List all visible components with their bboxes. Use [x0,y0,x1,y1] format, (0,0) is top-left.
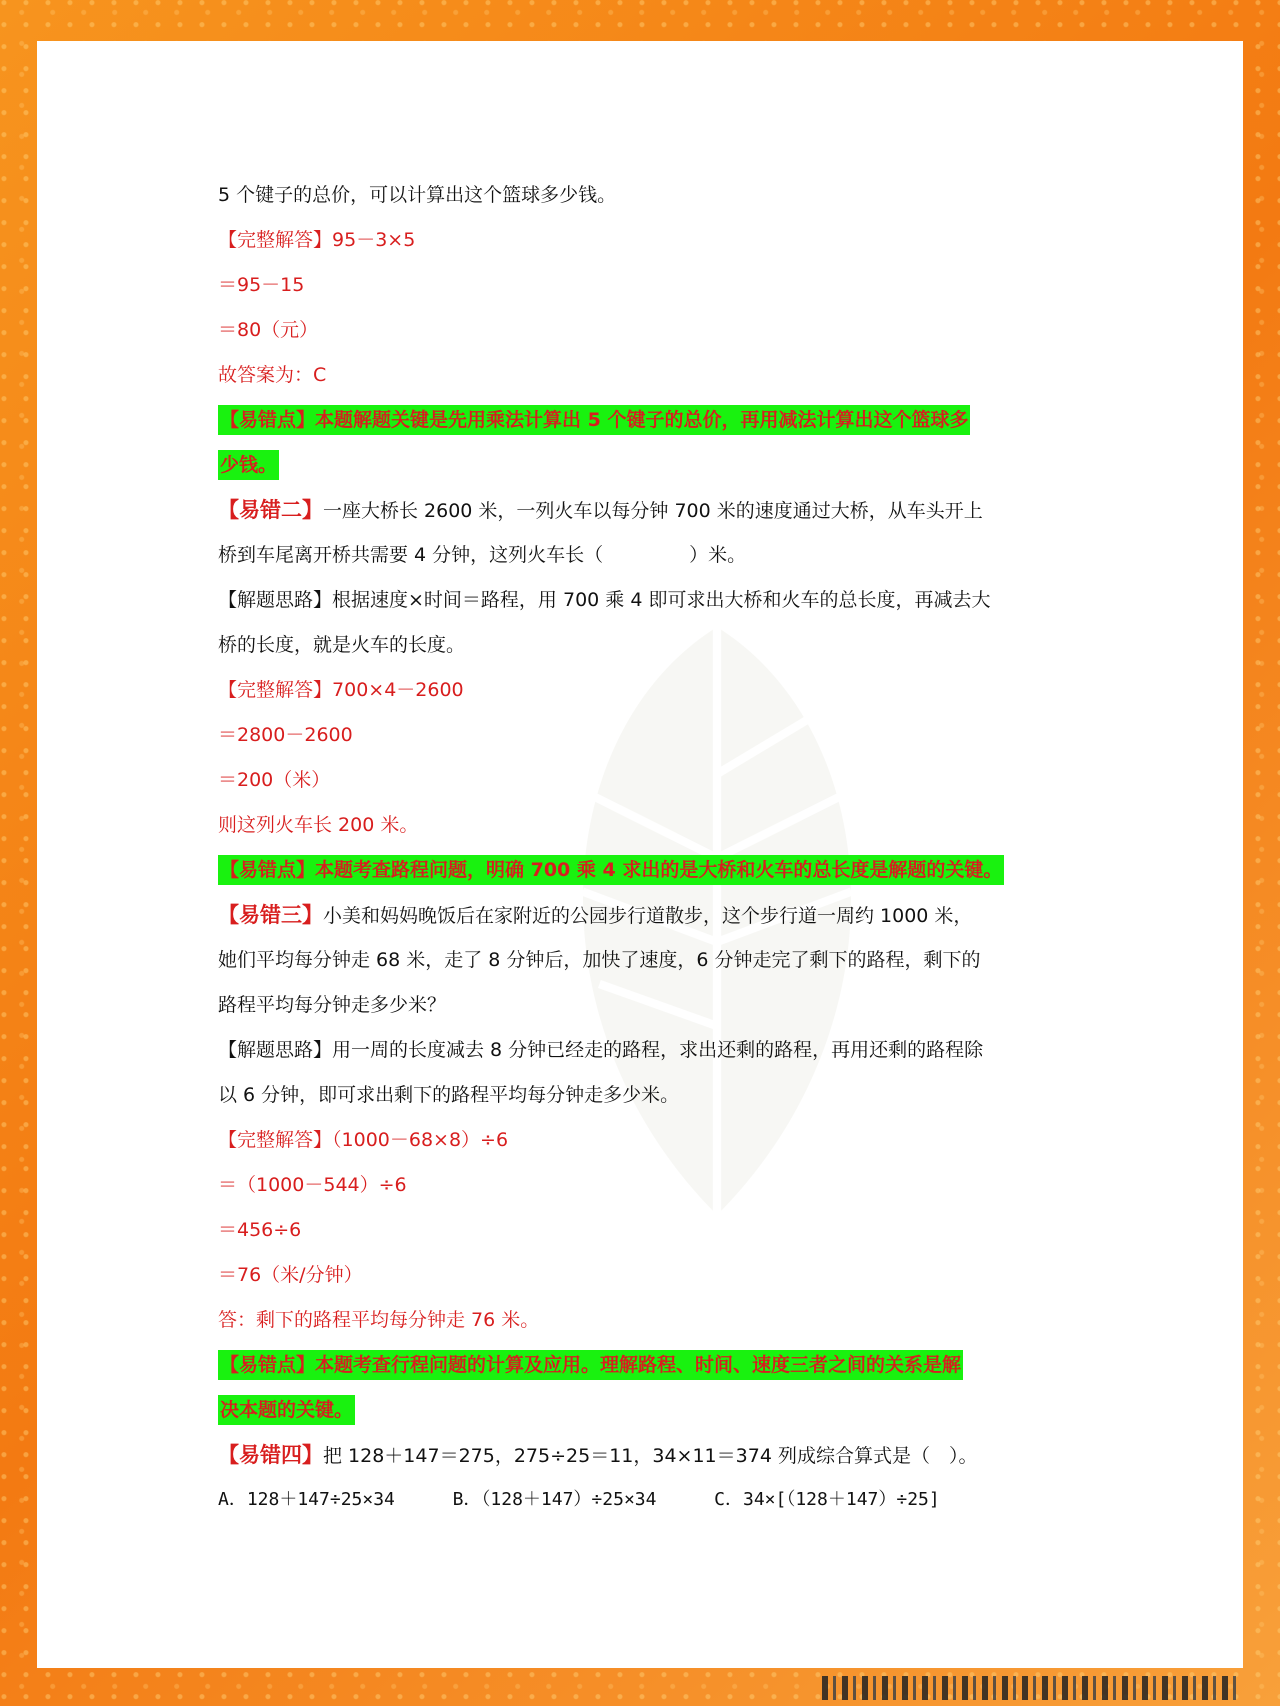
full-answer-label: 【完整解答】 [218,229,333,251]
error-point-text: 决本题的关键。 [218,1395,355,1425]
highlight-note [218,1350,963,1380]
question-text: 路程平均每分钟走多少米？ [218,994,447,1016]
full-answer-label: 【完整解答】 [218,1129,333,1151]
expression: （1000－68×8）÷6 [332,1129,509,1151]
calc-step: ＝456÷6 [218,1219,302,1241]
highlight-note [218,855,1004,885]
calc-step: ＝200（米） [218,769,331,791]
calc-step: ＝76（米/分钟） [218,1264,363,1286]
option-b: B．（128＋147）÷25×34 [452,1489,657,1510]
error-point-text: 【易错点】本题考查路程问题，明确 700 乘 4 求出的是大桥和火车的总长度是解题的关键。 [218,855,1004,885]
error-title: 【易错三】 [218,903,323,927]
question-text: 小美和妈妈晚饭后在家附近的公园步行道散步，这个步行道一周约 1000 米， [323,905,973,927]
question-text: 桥到车尾离开桥共需要 4 分钟，这列火车长（ [218,544,604,566]
highlight-note [218,405,970,435]
calc-step: ＝2800－2600 [218,724,353,746]
highlight-note-cont [218,450,279,480]
answer-text: 故答案为：C [218,364,327,386]
error-point-text: 少钱。 [218,450,279,480]
answer-text: 则这列火车长 200 米。 [218,814,419,836]
answer-line [218,225,415,255]
question-text: 她们平均每分钟走 68 米，走了 8 分钟后，加快了速度，6 分钟走完了剩下的路程，剩下的 [218,949,981,971]
error-title: 【易错二】 [218,498,323,522]
question-line [218,540,746,570]
full-answer-label: 【完整解答】 [218,679,333,701]
question-text: 一座大桥长 2600 米，一列火车以每分钟 700 米的速度通过大桥，从车头开上 [323,500,983,522]
question-line [218,900,972,931]
hint-text: 用一周的长度减去 8 分钟已经走的路程，求出还剩的路程，再用还剩的路程除 [332,1039,984,1061]
hint-line [218,585,990,615]
options-row [218,1485,940,1515]
hint-line [218,1035,983,1065]
answer-line [218,675,464,705]
option-a: A．128＋147÷25×34 [218,1489,395,1510]
calc-step: ＝95－15 [218,274,305,296]
hint-label: 【解题思路】 [218,1039,333,1061]
error-point-text: 【易错点】本题考查行程问题的计算及应用。理解路程、时间、速度三者之间的关系是解 [218,1350,963,1380]
text-line: 5 个键子的总价，可以计算出这个篮球多少钱。 [218,184,617,206]
watermark-bar [822,1676,1242,1700]
answer-text: 答：剩下的路程平均每分钟走 76 米。 [218,1309,540,1331]
expression: 700×4－2600 [332,679,464,701]
error-title: 【易错四】 [218,1443,323,1467]
answer-line [218,1125,508,1155]
hint-text: 根据速度×时间＝路程，用 700 乘 4 即可求出大桥和火车的总长度，再减去大 [332,589,991,611]
hint-text: 以 6 分钟，即可求出剩下的路程平均每分钟走多少米。 [218,1084,680,1106]
option-c: C．34×[（128＋147）÷25] [714,1489,940,1510]
question-line [218,495,983,526]
error-point-text: 【易错点】本题解题关键是先用乘法计算出 5 个键子的总价，再用减法计算出这个篮球多 [218,405,970,435]
highlight-note-cont [218,1395,355,1425]
question-text: 把 128＋147＝275，275÷25＝11，34×11＝374 列成综合算式是（ ）。 [323,1445,978,1467]
hint-text: 桥的长度，就是火车的长度。 [218,634,466,656]
calc-step: ＝80（元） [218,319,319,341]
calc-step: ＝（1000－544）÷6 [218,1174,407,1196]
hint-label: 【解题思路】 [218,589,333,611]
expression: 95－3×5 [332,229,416,251]
question-text: ）米。 [689,544,747,566]
question-line [218,1440,977,1471]
